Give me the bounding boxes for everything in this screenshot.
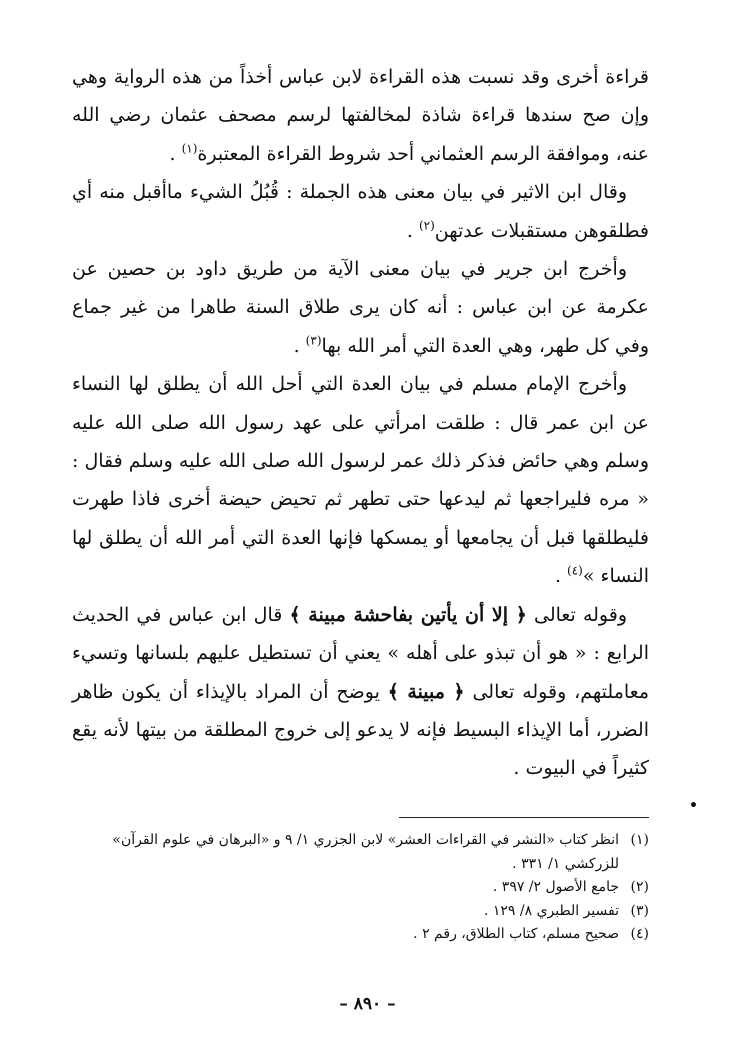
- footnote-ref: (٢): [418, 218, 435, 233]
- footnote: [72, 829, 649, 876]
- footnote-ref: (١): [181, 141, 198, 156]
- paragraph-text: .: [554, 565, 568, 588]
- paragraph: [72, 173, 649, 250]
- main-text: [72, 58, 649, 788]
- paragraph-text: .: [169, 142, 182, 165]
- ink-speck: [690, 801, 697, 808]
- paragraph-text: .: [293, 334, 306, 357]
- paragraph-text: .: [406, 219, 419, 242]
- footnote: [72, 923, 649, 947]
- page-number: – ٨٩٠ –: [339, 994, 396, 1014]
- footnote-text: انظر كتاب «النشر في القراءات العشر» لابن الجزري ١/ ٩ و «البرهان في علوم القرآن» للزركشي ١/ ٣٣١ .: [112, 832, 619, 872]
- footnote-number: (٤): [630, 926, 649, 942]
- footnote-text: تفسير الطبري ٨/ ١٢٩ .: [483, 902, 619, 919]
- paragraph-text: وقوله تعالى: [526, 603, 628, 626]
- footnote-number: (١): [630, 832, 649, 848]
- paragraph-text: وأخرج الإمام مسلم في بيان العدة التي أحل الله أن يطلق لها النساء عن ابن عمر قال : طلقت امرأتي على عهد رسول الله صلى الله عليه وسلم وهي حائض فذكر ذلك عمر لرسول الله صلى الله عليه وسلم فقال : « مره فليراجعها ثم ليدعها حتى تطهر ثم تحيض حيضة أخرى فاذا طهرت فليطلقها قبل أن يجامعها أو يمسكها فإنها العدة التي أمر الله أن يطلق لها النساء »: [72, 373, 649, 588]
- paragraph-text: قال ابن عباس في الحديث الرابع : « هو أن تبذو على أهله » يعني أن تستطيل عليهم بلسانها وتسيء معاملتهم، وقوله تعالى: [72, 603, 650, 703]
- paragraph: [72, 58, 649, 173]
- paragraph: [72, 596, 649, 788]
- quran-verse: ﴿ إلا أن يأتين بفاحشة مبينة ﴾: [289, 603, 527, 626]
- paragraph-text: يوضح أن المراد بالإيذاء أن يكون ظاهر الضرر، أما الإيذاء البسيط فإنه لا يدعو إلى خروج المطلقة من بيتها لأنه يقع كثيراً في البيوت .: [72, 680, 649, 780]
- footnote-number: (٣): [630, 902, 649, 919]
- footnote-text: جامع الأصول ٢/ ٣٩٧ .: [492, 879, 619, 895]
- paragraph: [72, 250, 649, 365]
- footnote-divider: [399, 817, 649, 818]
- paragraph-text: قراءة أخرى وقد نسبت هذه القراءة لابن عباس أخذاً من هذه الرواية وهي وإن صح سندها قراءة شاذة لمخالفتها لرسم مصحف عثمان رضي الله عنه، وموافقة الرسم العثماني أحد شروط القراءة المعتبرة: [72, 66, 649, 165]
- paragraph: [72, 365, 649, 595]
- footnote-text: صحيح مسلم، كتاب الطلاق، رقم ٢ .: [413, 926, 619, 942]
- footnote-number: (٢): [630, 879, 649, 895]
- footnote-ref: (٣): [305, 333, 322, 348]
- quran-verse: ﴿ مبينة ﴾: [387, 680, 465, 703]
- paragraph-text: وقال ابن الاثير في بيان معنى هذه الجملة : قُبُلُ الشيء ماأقبل منه أي فطلقوهن مستقبلات عدتهن: [72, 181, 649, 242]
- paragraph-text: وأخرج ابن جرير في بيان معنى الآية من طريق داود بن حصين عن عكرمة عن ابن عباس : أنه كان يرى طلاق السنة طاهرا من غير جماع وفي كل طهر، وهي العدة التي أمر الله بها: [72, 258, 649, 357]
- footnotes: [72, 829, 649, 947]
- footnote: [72, 876, 649, 900]
- footnote: [72, 900, 649, 924]
- footnote-ref: (٤): [567, 563, 583, 578]
